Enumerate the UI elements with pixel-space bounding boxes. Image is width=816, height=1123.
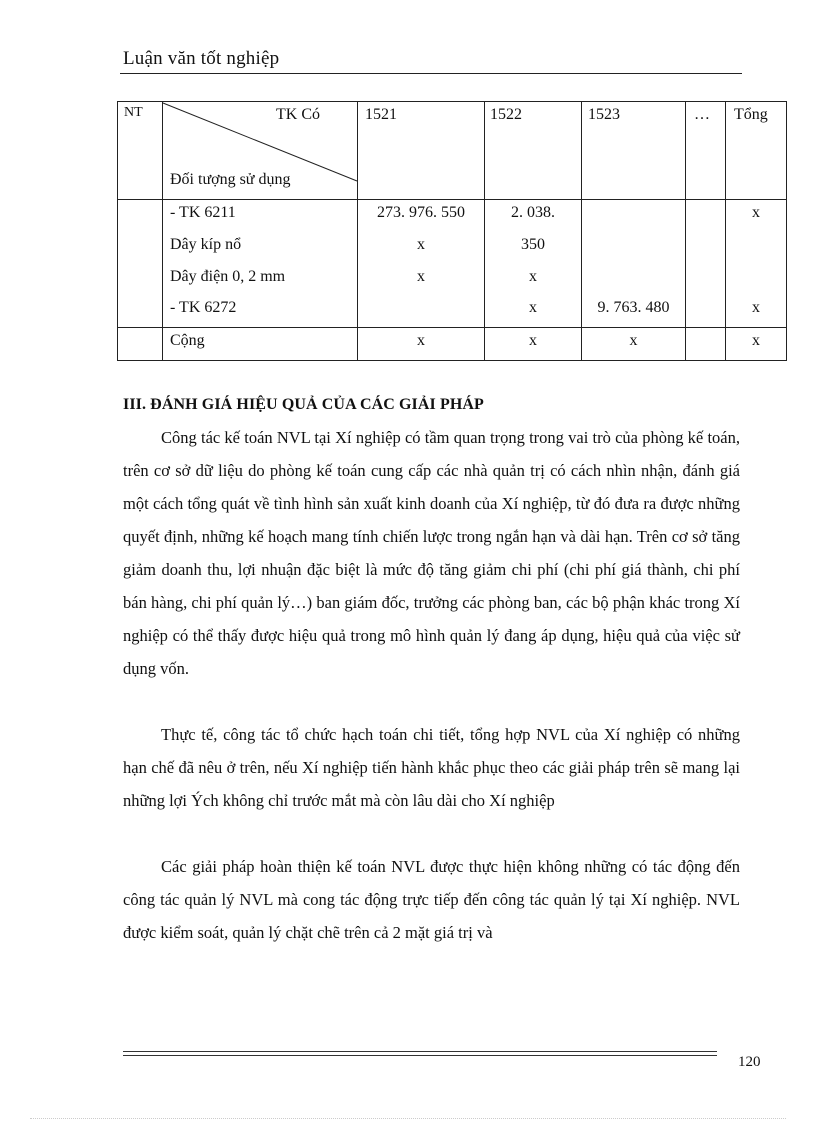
row-label: Dây điện 0, 2 mm (170, 268, 286, 285)
row-cell-1521: 273. 976. 550 (377, 204, 465, 221)
header-col-tong: Tổng (734, 106, 768, 123)
row-cell-1521: x (417, 236, 425, 253)
header-col-1522: 1522 (490, 106, 522, 123)
row-cell-1523: 9. 763. 480 (597, 299, 670, 316)
total-cell-tong: x (752, 332, 760, 349)
allocation-table (117, 101, 787, 361)
paragraph: Thực tế, công tác tổ chức hạch toán chi tiết, tổng hợp NVL của Xí nghiệp có những hạn chế đã nêu ở trên, nếu Xí nghiệp tiến hành khắc phục theo các giải pháp trên sẽ mang lại những lợi Ých không chỉ trước mắt mà còn lâu dài cho Xí nghiệp (123, 725, 740, 810)
page-edge-dotted-line (30, 1118, 786, 1119)
row-cell-1522: x (529, 299, 537, 316)
total-cell-1522: x (529, 332, 537, 349)
row-cell-tong: x (752, 299, 760, 316)
page-number: 120 (738, 1054, 761, 1070)
row-cell-tong: x (752, 204, 760, 221)
section-heading: III. ĐÁNH GIÁ HIỆU QUẢ CỦA CÁC GIẢI PHÁP (123, 396, 484, 413)
total-cell-1523: x (629, 332, 638, 349)
header-col-1523: 1523 (588, 106, 620, 123)
header-nt: NT (124, 105, 143, 120)
header-col-1521: 1521 (365, 106, 397, 123)
total-label: Cộng (170, 332, 205, 349)
paragraph: Công tác kế toán NVL tại Xí nghiệp có tầm quan trọng trong vai trò của phòng kế toán, trên cơ sở dữ liệu do phòng kế toán cung cấp các nhà quản trị có cách nhìn nhận, đánh giá một cách tổng quát về tình hình sản xuất kinh doanh của Xí nghiệp, từ đó đưa ra được những quyết định, những kế hoạch mang tính chiến lược trong ngắn hạn và dài hạn. Trên cơ sở tăng giảm doanh thu, lợi nhuận đặc biệt là mức độ tăng giảm chi phí (chi phí giá thành, chi phí bán hàng, chi phí quản lý…) ban giám đốc, trưởng các phòng ban, các bộ phận khác trong Xí nghiệp có thể thấy được hiệu quả trong mô hình quản lý đang áp dụng, hiệu quả của việc sử dụng vốn. (123, 428, 740, 678)
paragraph: Các giải pháp hoàn thiện kế toán NVL được thực hiện không những có tác động đến công tác quản lý NVL mà cong tác động trực tiếp đến công tác quản lý tại Xí nghiệp. NVL được kiểm soát, quản lý chặt chẽ trên cả 2 mặt giá trị và (123, 857, 740, 942)
row-label: - TK 6272 (170, 299, 237, 316)
header-tk-co: TK Có (276, 106, 320, 123)
header-rule (120, 73, 742, 74)
table-border-bottom (117, 360, 787, 361)
total-cell-1521: x (417, 332, 425, 349)
header-col-ellipsis: … (694, 106, 710, 123)
header-doi-tuong: Đối tượng sử dụng (170, 171, 291, 188)
row-cell-1522: x (529, 268, 537, 285)
row-label: Dây kíp nổ (170, 236, 242, 253)
row-cell-1522: 350 (521, 236, 545, 253)
row-cell-1521: x (417, 268, 425, 285)
footer-rule (123, 1055, 717, 1056)
row-label: - TK 6211 (170, 204, 236, 221)
page-header-title: Luận văn tốt nghiệp (123, 48, 280, 69)
row-cell-1522: 2. 038. (511, 204, 555, 221)
table-total-divider (117, 327, 787, 328)
footer-rule (123, 1051, 717, 1052)
